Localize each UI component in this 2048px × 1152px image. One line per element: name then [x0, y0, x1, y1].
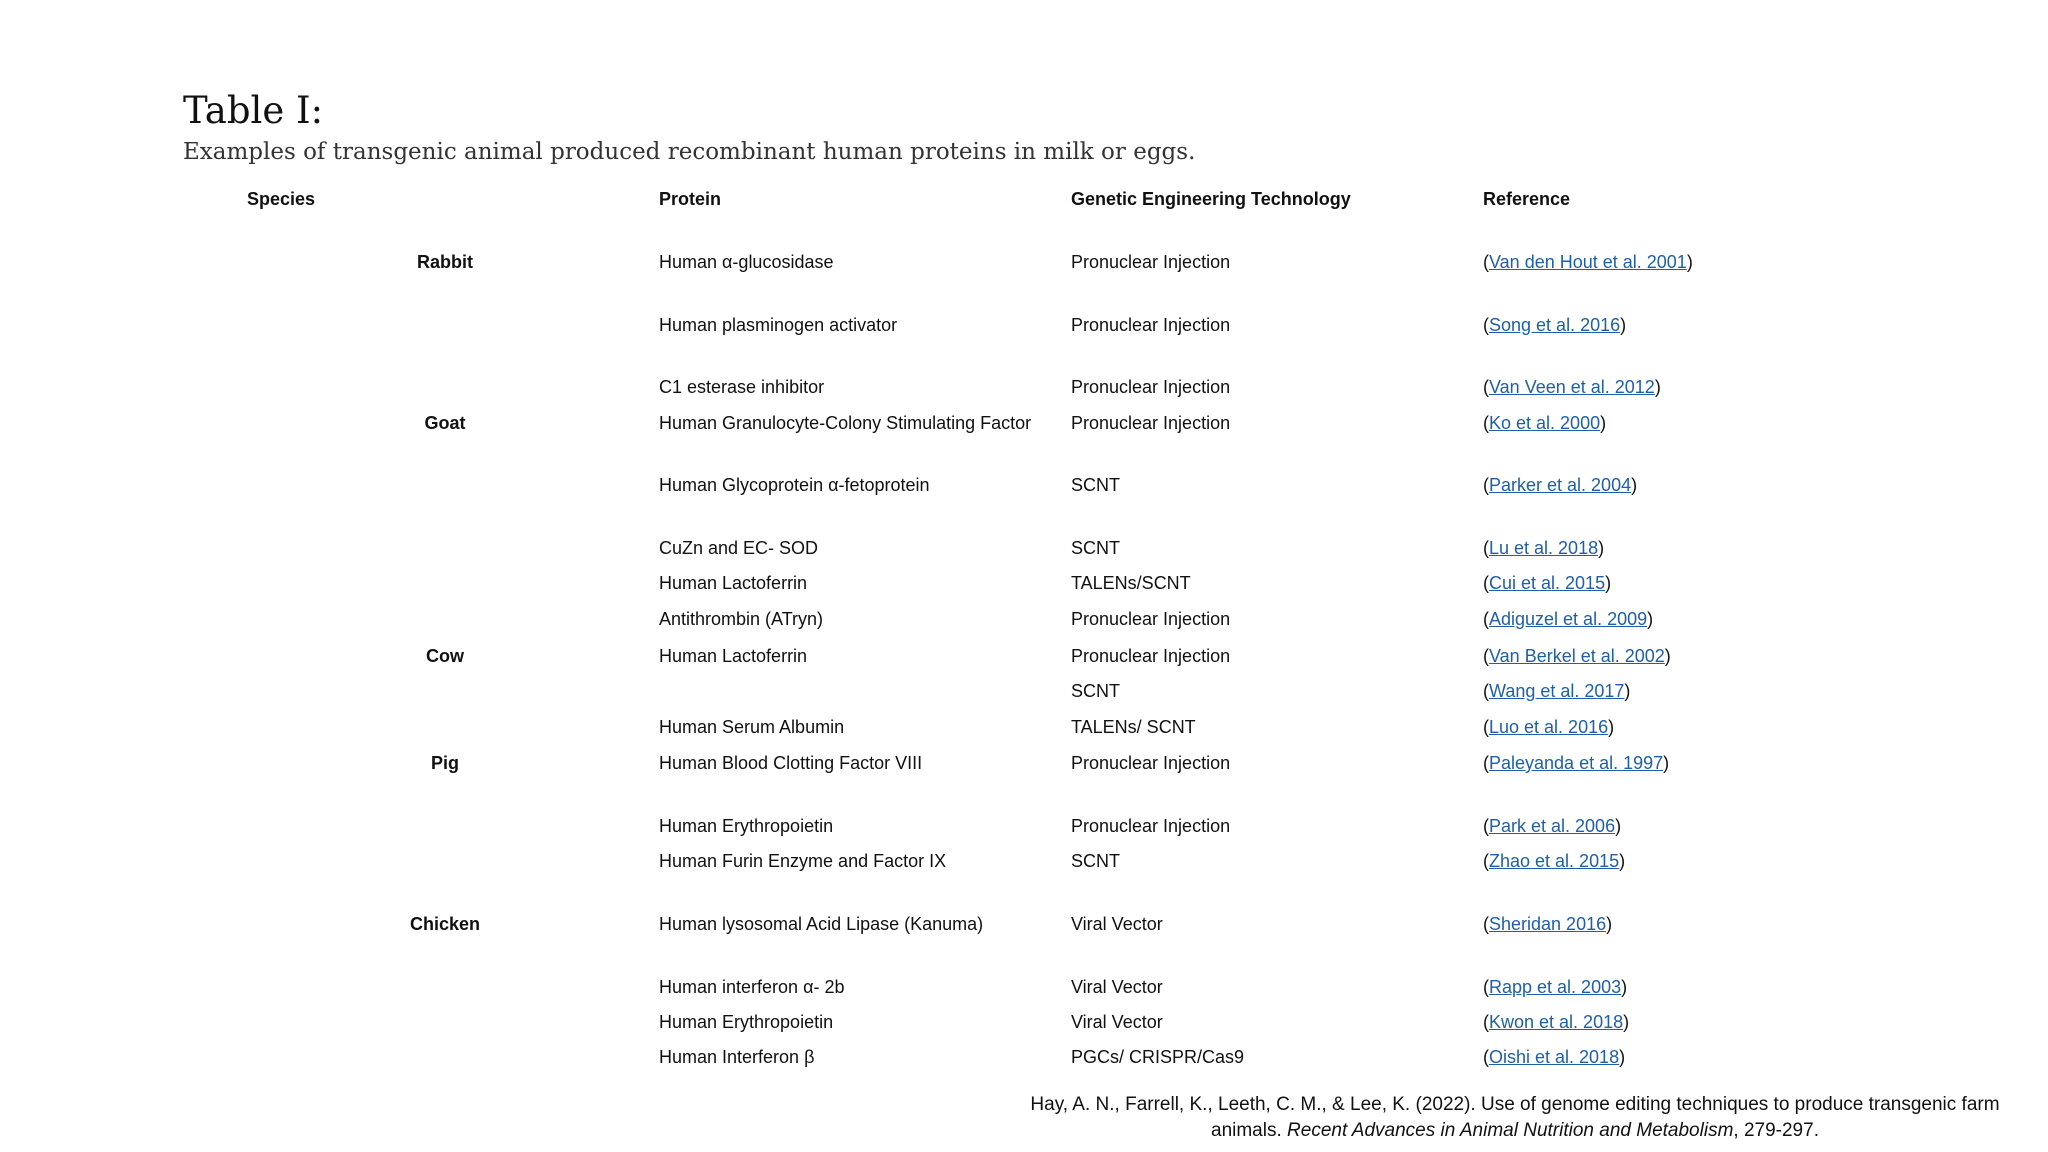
reference-cell — [1483, 754, 1669, 772]
paren-open: ( — [1483, 1047, 1489, 1067]
paren-open: ( — [1483, 753, 1489, 773]
paren-close: ) — [1606, 914, 1613, 934]
reference-link[interactable]: Park et al. 2006 — [1489, 816, 1616, 836]
paren-open: ( — [1483, 538, 1489, 558]
reference-cell — [1483, 647, 1671, 665]
table-title: Table I: — [183, 89, 324, 132]
protein-cell: Human Blood Clotting Factor VIII — [659, 753, 923, 773]
technology-cell: SCNT — [1071, 681, 1120, 701]
reference-link[interactable]: Kwon et al. 2018 — [1489, 1012, 1624, 1032]
reference-cell — [1483, 852, 1625, 870]
protein-cell: Human plasminogen activator — [659, 315, 898, 335]
reference-link[interactable]: Zhao et al. 2015 — [1489, 851, 1620, 871]
paren-close: ) — [1619, 851, 1626, 871]
citation-line-2-post: , 279-297. — [1733, 1120, 1819, 1141]
paren-open: ( — [1483, 1012, 1489, 1032]
paren-open: ( — [1483, 609, 1489, 629]
reference-link[interactable]: Luo et al. 2016 — [1489, 717, 1609, 737]
paren-open: ( — [1483, 646, 1489, 666]
header-reference: Reference — [1483, 189, 1571, 209]
paren-open: ( — [1483, 413, 1489, 433]
citation-journal: Recent Advances in Animal Nutrition and Metabolism — [1287, 1120, 1734, 1141]
protein-cell: Human Glycoprotein α-fetoprotein — [659, 475, 930, 495]
reference-link[interactable]: Sheridan 2016 — [1489, 914, 1607, 934]
paren-open: ( — [1483, 681, 1489, 701]
technology-cell: Viral Vector — [1071, 1012, 1163, 1032]
technology-cell: SCNT — [1071, 538, 1120, 558]
paren-close: ) — [1620, 315, 1627, 335]
reference-link[interactable]: Van den Hout et al. 2001 — [1489, 252, 1687, 272]
paren-close: ) — [1605, 573, 1612, 593]
reference-link[interactable]: Lu et al. 2018 — [1489, 538, 1599, 558]
paren-open: ( — [1483, 377, 1489, 397]
paren-close: ) — [1621, 977, 1628, 997]
technology-cell: SCNT — [1071, 475, 1120, 495]
technology-cell: TALENs/ SCNT — [1071, 717, 1196, 737]
protein-cell: Human Furin Enzyme and Factor IX — [659, 851, 947, 871]
reference-link[interactable]: Oishi et al. 2018 — [1489, 1047, 1620, 1067]
protein-cell: Human lysosomal Acid Lipase (Kanuma) — [659, 914, 984, 934]
species-chicken: Chicken — [409, 914, 481, 934]
reference-cell — [1483, 476, 1637, 494]
technology-cell: Viral Vector — [1071, 977, 1163, 997]
header-protein: Protein — [659, 189, 722, 209]
protein-cell: C1 esterase inhibitor — [659, 377, 825, 397]
paren-close: ) — [1623, 1012, 1630, 1032]
protein-cell: Human Erythropoietin — [659, 1012, 834, 1032]
paren-close: ) — [1598, 538, 1605, 558]
reference-cell — [1483, 610, 1653, 628]
reference-link[interactable]: Wang et al. 2017 — [1489, 681, 1625, 701]
reference-link[interactable]: Parker et al. 2004 — [1489, 475, 1632, 495]
reference-cell — [1483, 1013, 1629, 1031]
technology-cell: Pronuclear Injection — [1071, 413, 1231, 433]
technology-cell: Pronuclear Injection — [1071, 609, 1231, 629]
reference-link[interactable]: Rapp et al. 2003 — [1489, 977, 1622, 997]
reference-link[interactable]: Van Veen et al. 2012 — [1489, 377, 1655, 397]
paren-open: ( — [1483, 252, 1489, 272]
reference-cell — [1483, 978, 1627, 996]
paren-close: ) — [1664, 646, 1671, 666]
header-technology: Genetic Engineering Technology — [1071, 189, 1351, 209]
protein-cell: Human Lactoferrin — [659, 646, 808, 666]
technology-cell: Pronuclear Injection — [1071, 252, 1231, 272]
reference-link[interactable]: Ko et al. 2000 — [1489, 413, 1601, 433]
paren-close: ) — [1619, 1047, 1626, 1067]
technology-cell: Pronuclear Injection — [1071, 377, 1231, 397]
paren-close: ) — [1608, 717, 1615, 737]
citation-line-2 — [1010, 1118, 2020, 1144]
technology-cell: Pronuclear Injection — [1071, 753, 1231, 773]
paren-open: ( — [1483, 816, 1489, 836]
technology-cell: Pronuclear Injection — [1071, 315, 1231, 335]
header-species: Species — [247, 189, 316, 209]
paren-close: ) — [1686, 252, 1693, 272]
protein-cell: Human Erythropoietin — [659, 816, 834, 836]
reference-cell — [1483, 574, 1611, 592]
paren-close: ) — [1654, 377, 1661, 397]
technology-cell: Viral Vector — [1071, 914, 1163, 934]
paren-open: ( — [1483, 914, 1489, 934]
reference-cell — [1483, 682, 1630, 700]
protein-cell: Human Interferon β — [659, 1047, 815, 1067]
protein-cell: Human α-glucosidase — [659, 252, 834, 272]
reference-cell — [1483, 817, 1621, 835]
reference-link[interactable]: Adiguzel et al. 2009 — [1489, 609, 1648, 629]
paren-open: ( — [1483, 475, 1489, 495]
technology-cell: Pronuclear Injection — [1071, 816, 1231, 836]
paren-close: ) — [1615, 816, 1622, 836]
paren-close: ) — [1631, 475, 1638, 495]
paren-close: ) — [1624, 681, 1631, 701]
reference-cell — [1483, 1048, 1625, 1066]
paren-close: ) — [1600, 413, 1607, 433]
reference-cell — [1483, 718, 1614, 736]
reference-cell — [1483, 539, 1604, 557]
protein-cell: CuZn and EC- SOD — [659, 538, 819, 558]
reference-cell — [1483, 316, 1626, 334]
paren-open: ( — [1483, 851, 1489, 871]
citation-line-1: Hay, A. N., Farrell, K., Leeth, C. M., & Lee, K. (2022). Use of genome editing techniques to produce transgenic farm — [1030, 1094, 2000, 1115]
technology-cell: SCNT — [1071, 851, 1120, 871]
technology-cell: TALENs/SCNT — [1071, 573, 1191, 593]
reference-cell — [1483, 253, 1693, 271]
species-goat: Goat — [424, 413, 466, 433]
protein-cell: Human Serum Albumin — [659, 717, 845, 737]
source-citation — [1010, 1092, 2020, 1144]
citation-line-2-pre: animals. — [1211, 1120, 1288, 1141]
paren-open: ( — [1483, 977, 1489, 997]
paren-close: ) — [1647, 609, 1654, 629]
reference-cell — [1483, 378, 1661, 396]
paren-open: ( — [1483, 573, 1489, 593]
technology-cell: PGCs/ CRISPR/Cas9 — [1071, 1047, 1245, 1067]
table-subtitle: Examples of transgenic animal produced recombinant human proteins in milk or eggs. — [183, 139, 1196, 165]
paren-open: ( — [1483, 717, 1489, 737]
reference-cell — [1483, 414, 1606, 432]
reference-link[interactable]: Van Berkel et al. 2002 — [1489, 646, 1665, 666]
protein-cell: Antithrombin (ATryn) — [659, 609, 824, 629]
paren-close: ) — [1663, 753, 1670, 773]
species-rabbit: Rabbit — [417, 252, 473, 272]
protein-cell: Human Granulocyte-Colony Stimulating Factor — [659, 413, 1032, 433]
protein-cell: Human Lactoferrin — [659, 573, 808, 593]
reference-cell — [1483, 915, 1612, 933]
species-pig: Pig — [430, 753, 460, 773]
reference-link[interactable]: Paleyanda et al. 1997 — [1489, 753, 1664, 773]
protein-cell: Human interferon α- 2b — [659, 977, 845, 997]
species-cow: Cow — [426, 646, 464, 666]
technology-cell: Pronuclear Injection — [1071, 646, 1231, 666]
reference-link[interactable]: Cui et al. 2015 — [1489, 573, 1606, 593]
paren-open: ( — [1483, 315, 1489, 335]
reference-link[interactable]: Song et al. 2016 — [1489, 315, 1621, 335]
